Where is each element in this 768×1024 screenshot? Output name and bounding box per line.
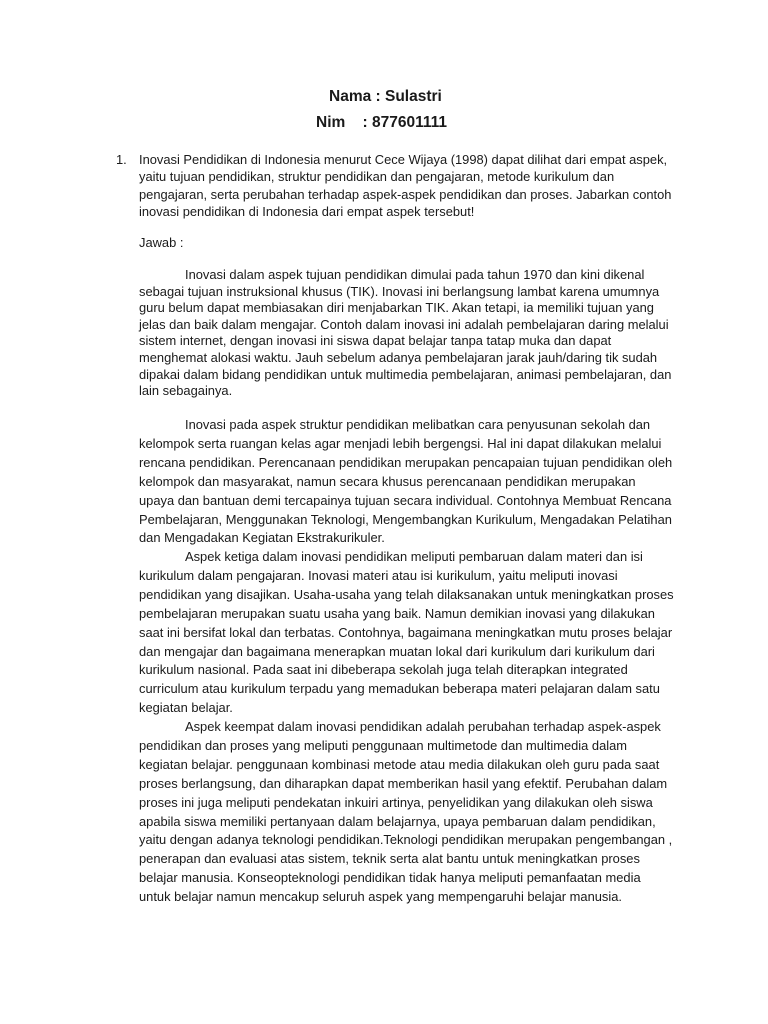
question-number: 1. bbox=[116, 152, 127, 167]
student-nim: Nim : 877601111 bbox=[316, 114, 447, 131]
student-name: Nama : Sulastri bbox=[329, 88, 442, 105]
answer-paragraph-proses: Aspek keempat dalam inovasi pendidikan adalah perubahan terhadap aspek-aspek pendidikan dan proses yang meliputi penggunaan multimetode dan multimedia dalam kegiatan belajar. penggunaan kombinasi metode atau media dilakukan oleh guru pada saat proses berlangsung, dan diharapkan dapat memberikan hasil yang efektif. Perubahan dalam proses ini juga meliputi pendekatan inkuiri artinya, penyelidikan yang dilakukan oleh siswa apabila siswa memiliki pertanyaan dalam belajarnya, upaya pembaruan dalam pendidikan, yaitu dengan adanya teknologi pendidikan.Teknologi pendidikan merupakan pengembangan , penerapan dan evaluasi atas sistem, teknik serta alat bantu untuk meningkatkan proses belajar manusia. Konseopteknologi pendidikan tidak hanya meliputi pemanfaatan media untuk belajar namun mencakup seluruh aspek yang mempengaruhi belajar manusia. bbox=[139, 719, 673, 905]
answer-paragraph-tujuan: Inovasi dalam aspek tujuan pendidikan dimulai pada tahun 1970 dan kini dikenal sebagai tujuan instruksional khusus (TIK). Inovasi ini berlangsung lambat karena umumnya guru belum dapat membiasakan diri menjabarkan TIK. Akan tetapi, ia memiliki tujuan yang jelas dan baik dalam mengajar. Contoh dalam inovasi ini adalah pembelajaran daring melalui sistem internet, dengan inovasi ini siswa dapat belajar tanpa tatap muka dan dapat menghemat alokasi waktu. Jauh sebelum adanya pembelajaran jarak jauh/daring tik sudah dipakai dalam bidang pendidikan untuk multimedia pembelajaran, animasi pembelajaran, dan lain sebagainya. bbox=[139, 267, 672, 399]
answer-label: Jawab : bbox=[139, 235, 184, 250]
question-text: Inovasi Pendidikan di Indonesia menurut Cece Wijaya (1998) dapat dilihat dari empat aspek, yaitu tujuan pendidikan, struktur pendidikan dan pengajaran, metode kurikulum dan pengajaran, serta perubahan terhadap aspek-aspek pendidikan dan proses. Jabarkan contoh inovasi pendidikan di Indonesia dari empat aspek tersebut! bbox=[139, 152, 672, 219]
answer-paragraph-struktur: Inovasi pada aspek struktur pendidikan melibatkan cara penyusunan sekolah dan kelompok serta ruangan kelas agar menjadi lebih bergengsi. Hal ini dapat dilakukan melalui rencana pendidikan. Perencanaan pendidikan merupakan pencapaian tujuan pendidikan oleh kelompok dan masyarakat, namun secara khusus perencanaan pendidikan merupakan upaya dan bantuan demi tercapainya tujuan secara individual. Contohnya Membuat Rencana Pembelajaran, Menggunakan Teknologi, Mengembangkan Kurikulum, Mengadakan Pelatihan dan Mengadakan Kegiatan Ekstrakurikuler. bbox=[139, 417, 673, 546]
answer-paragraph-kurikulum: Aspek ketiga dalam inovasi pendidikan meliputi pembaruan dalam materi dan isi kurikulum dalam pengajaran. Inovasi materi atau isi kurikulum, yaitu meliputi inovasi pendidikan yang disajikan. Usaha-usaha yang telah dilaksanakan untuk meningkatkan proses pembelajaran merupakan suatu usaha yang baik. Namun demikian inovasi yang dilakukan saat ini bersifat lokal dan terbatas. Contohnya, bagaimana meningkatkan mutu proses belajar dan mengajar dan bagaimana menerapkan muatan lokal dari kurikulum dari kurikulum dari kurikulum nasional. Pada saat ini dibeberapa sekolah juga telah diterapkan integrated curriculum atau kurikulum terpadu yang memadukan beberapa materi pelajaran dalam satu kegiatan belajar. bbox=[139, 549, 674, 716]
